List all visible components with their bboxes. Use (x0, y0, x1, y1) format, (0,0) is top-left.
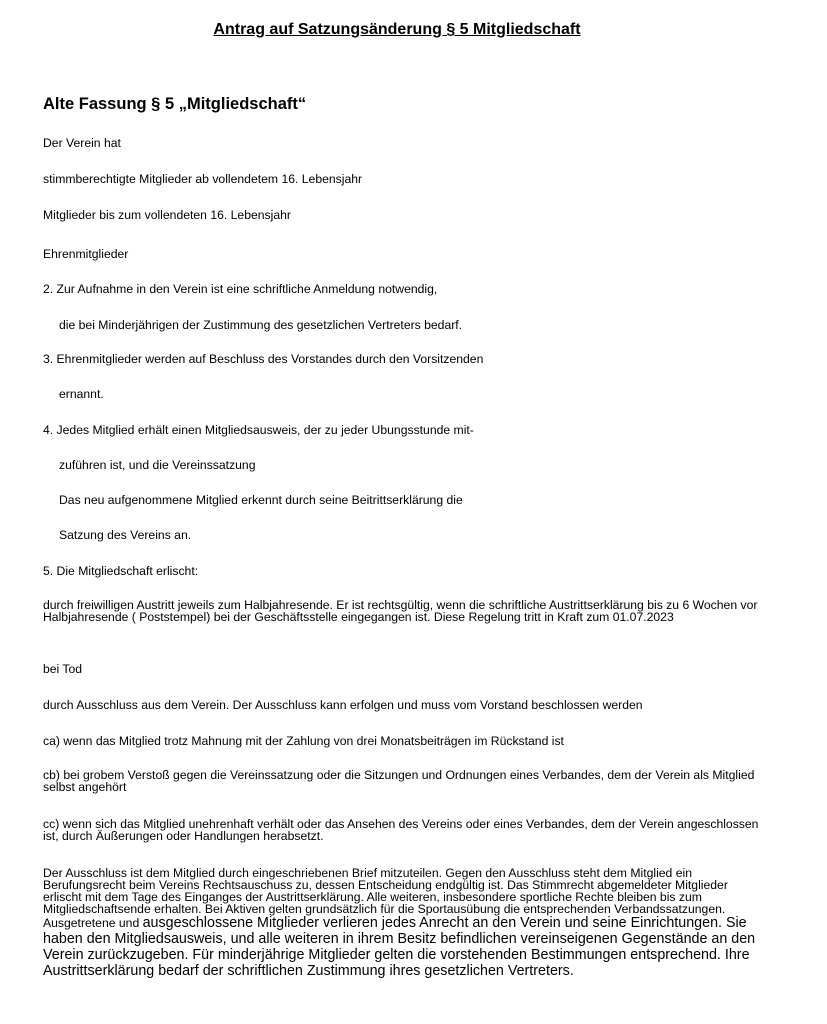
line-zufuehren: zuführen ist, und die Vereinssatzung (59, 458, 256, 472)
line-beitrittserklaerung: Das neu aufgenommene Mitglied erkennt durch seine Beitrittserklärung die (59, 493, 463, 507)
line-minderjaehrige: die bei Minderjährigen der Zustimmung des gesetzlichen Vertreters bedarf. (59, 318, 463, 332)
final-text-large: ausgeschlossene Mitglieder verlieren jedes Anrecht an den Verein und seine Einrichtungen. Sie haben den Mitgliedsausweis, und alle weiteren in ihrem Besitz befindlichen vereinseigenen Gegenstände an den Verein zurückzugeben. Für minderjährige Mitglieder gelten die vorstehenden Bestimmungen entsprechend. Ihre Austrittserklärung bedarf der schriftlichen Zustimmung ihres gesetzlichen Vertreters. (43, 915, 756, 979)
para-cc: cc) wenn sich das Mitglied unehrenhaft verhält oder das Ansehen des Vereins oder eines Verbandes, dem der Verein angeschlossen ist, durch Äußerungen oder Handlungen herabsetzt. (43, 817, 759, 843)
para-cb: cb) bei grobem Verstoß gegen die Vereinssatzung oder die Sitzungen und Ordnungen eines Verbandes, dem der Verein als Mitglied selbst angehört (43, 768, 755, 794)
line-ehrenmitglieder: Ehrenmitglieder (43, 247, 129, 261)
line-tod: bei Tod (43, 662, 83, 676)
line-stimmberechtigte: stimmberechtigte Mitglieder ab vollendetem 16. Lebensjahr (43, 172, 363, 186)
line-satzung: Satzung des Vereins an. (59, 528, 192, 542)
section-heading: Alte Fassung § 5 „Mitgliedschaft“ (43, 95, 307, 113)
line-ernannt: ernannt. (59, 387, 104, 401)
line-mitgliedsausweis: 4. Jedes Mitglied erhält einen Mitgliedsausweis, der zu jeder Ubungsstunde mit- (43, 423, 474, 437)
page-title: Antrag auf Satzungsänderung § 5 Mitgliedschaft (213, 21, 581, 38)
line-verein-hat: Der Verein hat (43, 136, 121, 150)
line-ausschluss: durch Ausschluss aus dem Verein. Der Ausschluss kann erfolgen und muss vom Vorstand beschlossen werden (43, 698, 643, 712)
line-erlischt: 5. Die Mitgliedschaft erlischt: (43, 564, 199, 578)
line-ca: ca) wenn das Mitglied trotz Mahnung mit der Zahlung von drei Monatsbeiträgen im Rückstand ist (43, 734, 564, 748)
line-ehrenmitglieder-beschluss: 3. Ehrenmitglieder werden auf Beschluss des Vorstandes durch den Vorsitzenden (43, 352, 484, 366)
final-text-small: Der Ausschluss ist dem Mitglied durch eingeschriebenen Brief mitzuteilen. Gegen den Ausschluss steht dem Mitglied ein Berufungsrecht beim Vereins Rechtsauschuss zu, dessen Entscheidung endgültig ist. Das Stimmrecht abgemeldeter Mitglieder erlischt mit dem Tage des Einganges der Austrittserklärung. Alle weiteren, insbesondere sportliche Rechte bleiben bis zum Mitgliedschaftsende erhalten. Bei Aktiven gelten grundsätzlich für die Sportausübung die entsprechenden Verbandssatzungen. Ausgetretene und (43, 866, 728, 930)
line-mitglieder-16: Mitglieder bis zum vollendeten 16. Lebensjahr (43, 208, 291, 222)
line-aufnahme: 2. Zur Aufnahme in den Verein ist eine schriftliche Anmeldung notwendig, (43, 282, 438, 296)
para-ausschluss-details (43, 867, 763, 979)
para-austritt: durch freiwilligen Austritt jeweils zum Halbjahresende. Er ist rechtsgültig, wenn die schriftliche Austrittserklärung bis zu 6 Wochen vor Halbjahresende ( Poststempel) bei der Geschäftsstelle eingegangen ist. Diese Regelung tritt in Kraft zum 01.07.2023 (43, 598, 758, 624)
